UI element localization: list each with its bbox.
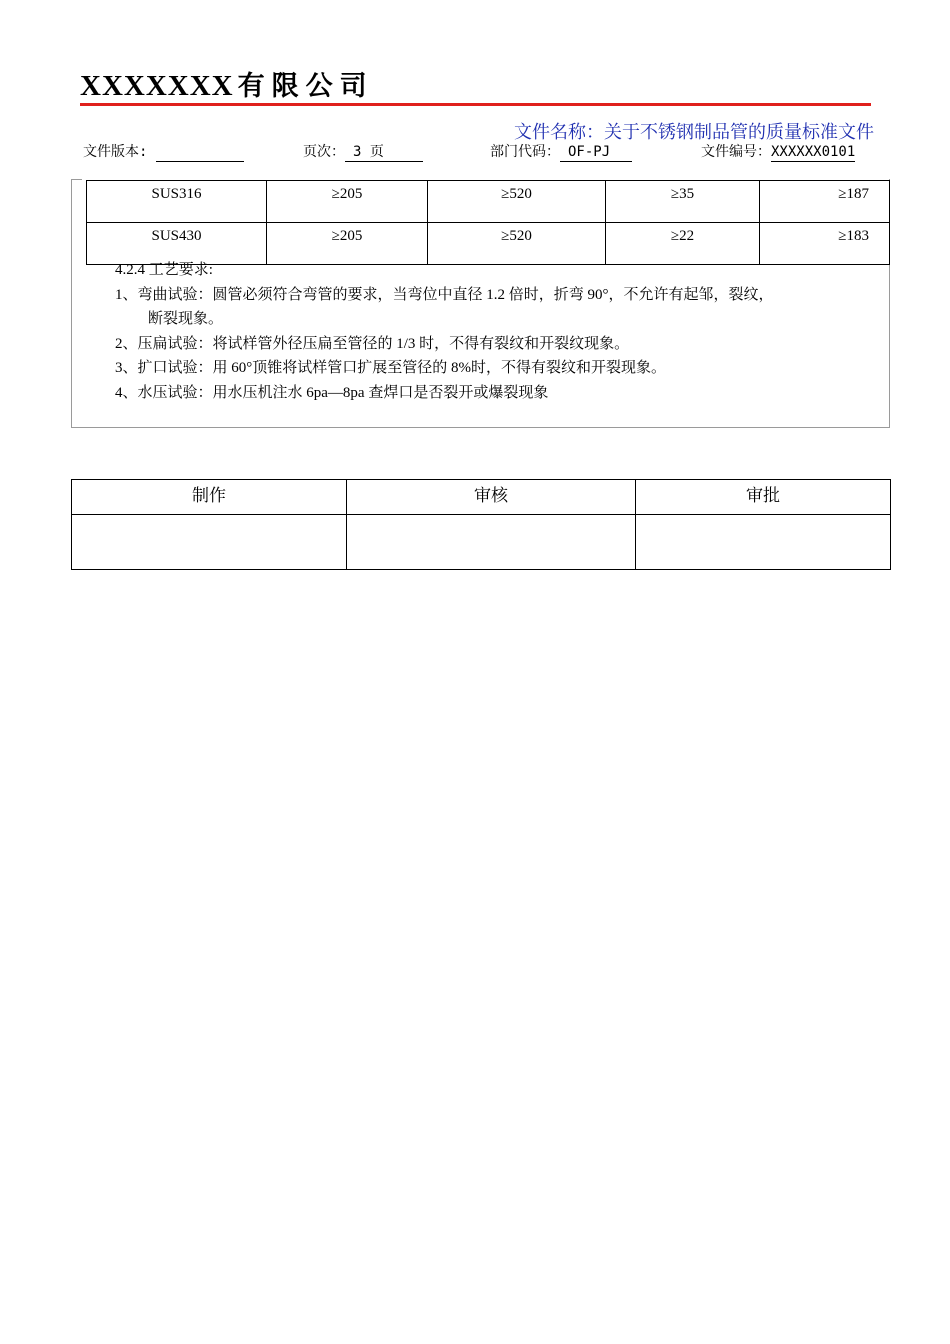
dept-field — [490, 141, 632, 162]
requirement-item: 1、弯曲试验：圆管必须符合弯管的要求，当弯位中直径 1.2 倍时，折弯 90°，不允许有起邹，裂纹， — [115, 286, 774, 303]
company-cn: 有限公司 — [237, 71, 374, 102]
signoff-table — [71, 479, 891, 570]
table-cell: ≥183 — [760, 223, 890, 265]
docno-label: 文件编号： — [701, 144, 771, 160]
signoff-review-cell[interactable] — [347, 515, 636, 570]
signoff-make-label: 制作 — [72, 480, 347, 515]
requirement-item: 2、压扁试验：将试样管外径压扁至管径的 1/3 时，不得有裂纹和开裂纹现象。 — [115, 335, 630, 352]
signoff-review-label: 审核 — [347, 480, 636, 515]
table-cell: ≥520 — [428, 223, 606, 265]
table-cell: ≥520 — [428, 181, 606, 223]
requirement-item: 4、水压试验：用水压机注水 6pa—8pa 查焊口是否裂开或爆裂现象 — [115, 384, 549, 401]
version-field — [83, 141, 244, 162]
requirements-heading: 4.2.4 工艺要求: — [115, 262, 213, 278]
table-cell: ≥205 — [267, 181, 428, 223]
spec-table — [86, 180, 890, 265]
table-cell: SUS430 — [87, 223, 267, 265]
process-requirements — [115, 258, 855, 405]
table-cell: SUS316 — [87, 181, 267, 223]
document-name: 文件名称：关于不锈钢制品管的质量标准文件 — [514, 122, 874, 143]
docno-field — [701, 141, 855, 162]
company-title — [80, 64, 374, 103]
requirement-item-continuation: 断裂现象。 — [148, 311, 224, 327]
signoff-approve-cell[interactable] — [636, 515, 891, 570]
signoff-make-cell[interactable] — [72, 515, 347, 570]
page-value: 3 页 — [345, 144, 423, 162]
docno-value: XXXXXX0101 — [771, 144, 856, 160]
signoff-approve-label: 审批 — [636, 480, 891, 515]
signoff-header-row — [72, 480, 891, 515]
table-cell: ≥205 — [267, 223, 428, 265]
version-value — [156, 144, 244, 162]
table-cell: ≥22 — [606, 223, 760, 265]
header-divider — [80, 103, 871, 106]
table-cell: ≥35 — [606, 181, 760, 223]
table-row — [87, 181, 890, 223]
dept-label: 部门代码： — [490, 144, 560, 160]
requirement-item: 3、扩口试验：用 60°顶锥将试样管口扩展至管径的 8%时，不得有裂纹和开裂现象。 — [115, 360, 666, 376]
signoff-body-row — [72, 515, 891, 570]
company-latin: XXXXXXX — [80, 70, 234, 102]
page-label: 页次： — [303, 144, 345, 160]
version-label: 文件版本: — [83, 144, 148, 160]
dept-value: OF-PJ — [560, 144, 632, 162]
table-cell: ≥187 — [760, 181, 890, 223]
page-field — [303, 141, 423, 162]
